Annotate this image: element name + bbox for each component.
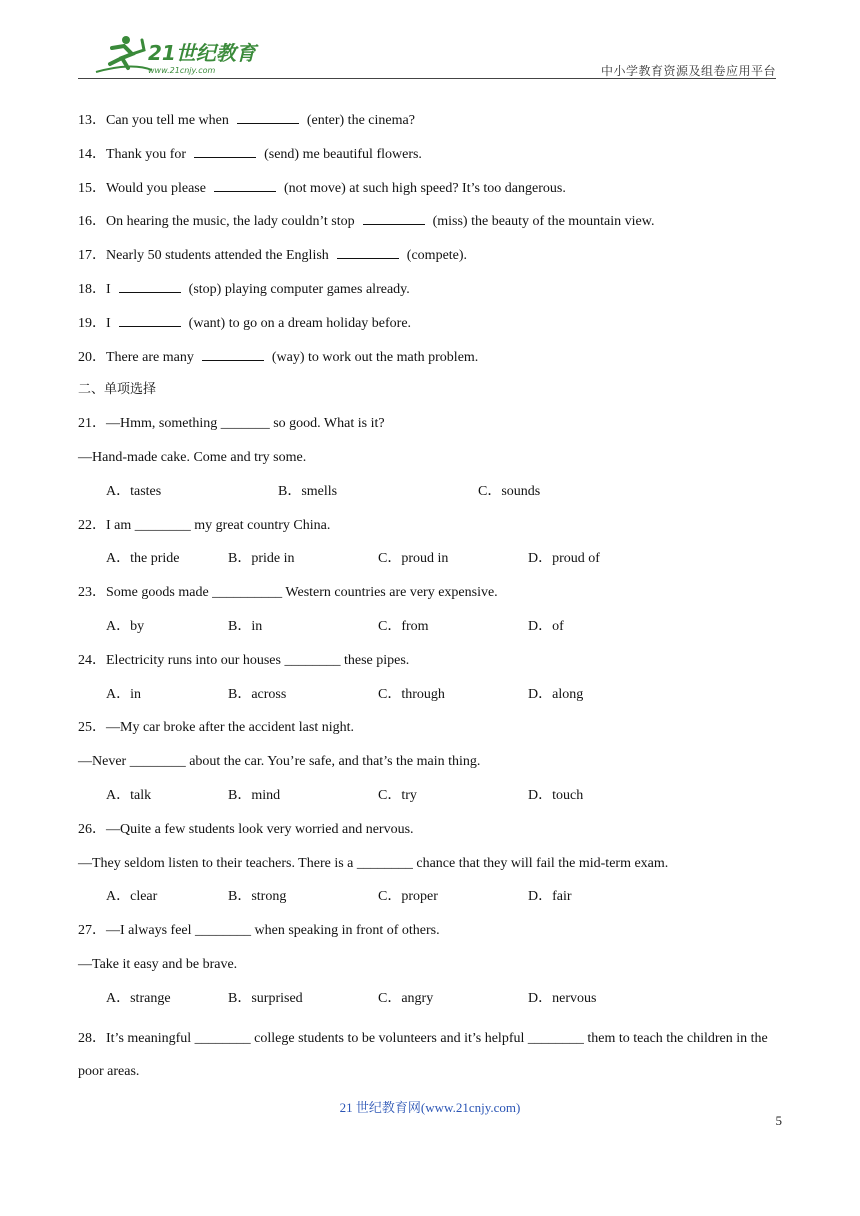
options-23 (78, 616, 786, 650)
section-title: 二、单项选择 (78, 382, 157, 398)
answer-blank[interactable] (119, 278, 181, 293)
header-divider (78, 78, 776, 79)
option-c[interactable]: C．from (378, 618, 429, 634)
answer-blank[interactable] (237, 109, 299, 124)
question-23: 23．Some goods made __________ Western countries are very expensive. (78, 585, 498, 601)
option-d[interactable]: D．proud of (528, 551, 600, 567)
options-24 (78, 684, 786, 718)
question-14: 14．Thank you for (send) me beautiful flowers. (78, 143, 786, 177)
option-d[interactable]: D．of (528, 618, 564, 634)
runner-icon (96, 36, 152, 72)
option-a[interactable]: A．the pride (106, 551, 180, 567)
question-16: 16．On hearing the music, the lady couldn’t stop (miss) the beauty of the mountain view. (78, 210, 786, 244)
option-d[interactable]: D．touch (528, 787, 584, 803)
options-26 (78, 886, 786, 920)
option-b[interactable]: B．smells (278, 483, 338, 499)
site-logo (92, 34, 262, 76)
question-21: 21．—Hmm, something _______ so good. What is it? (78, 416, 385, 432)
question-content (78, 109, 786, 1089)
option-a[interactable]: A．clear (106, 889, 158, 905)
answer-blank[interactable] (194, 143, 256, 158)
question-21-reply: —Hand-made cake. Come and try some. (78, 449, 307, 465)
question-18: 18．I (stop) playing computer games already. (78, 278, 786, 312)
options-21 (78, 481, 786, 515)
option-b[interactable]: B．across (228, 686, 287, 702)
question-24: 24．Electricity runs into our houses ________ these pipes. (78, 652, 410, 668)
question-22: 22．I am ________ my great country China. (78, 517, 331, 533)
answer-blank[interactable] (337, 244, 399, 259)
option-a[interactable]: A．strange (106, 990, 171, 1006)
question-25: 25．—My car broke after the accident last night. (78, 720, 355, 736)
options-27 (78, 988, 786, 1022)
logo-text: 21世纪教育 (148, 41, 256, 65)
option-c[interactable]: C．through (378, 686, 445, 702)
option-c[interactable]: C．sounds (478, 483, 541, 499)
question-28: 28．It’s meaningful ________ college students to be volunteers and it’s helpful ________ them to teach the children in the poor areas. (78, 1030, 768, 1080)
option-c[interactable]: C．angry (378, 990, 434, 1006)
page-number: 5 (775, 1113, 782, 1128)
option-a[interactable]: A．talk (106, 787, 152, 803)
question-19: 19．I (want) to go on a dream holiday before. (78, 312, 786, 346)
answer-blank[interactable] (214, 177, 276, 192)
option-c[interactable]: C．try (378, 787, 417, 803)
question-26: 26．—Quite a few students look very worried and nervous. (78, 821, 414, 837)
option-b[interactable]: B．in (228, 618, 263, 634)
question-20: 20．There are many (way) to work out the math problem. (78, 346, 786, 380)
header-platform-text: 中小学教育资源及组卷应用平台 (600, 64, 776, 78)
option-c[interactable]: C．proud in (378, 551, 449, 567)
question-25-reply: —Never ________ about the car. You’re safe, and that’s the main thing. (78, 754, 481, 770)
question-27-reply: —Take it easy and be brave. (78, 956, 238, 972)
option-c[interactable]: C．proper (378, 889, 438, 905)
options-25 (78, 785, 786, 819)
question-15: 15．Would you please (not move) at such high speed? It’s too dangerous. (78, 177, 786, 211)
footer-site-link[interactable]: 21 世纪教育网(www.21cnjy.com) (339, 1100, 521, 1115)
option-a[interactable]: A．by (106, 618, 145, 634)
option-b[interactable]: B．surprised (228, 990, 303, 1006)
option-b[interactable]: B．strong (228, 889, 287, 905)
question-27: 27．—I always feel ________ when speaking in front of others. (78, 923, 440, 939)
option-b[interactable]: B．mind (228, 787, 281, 803)
question-26-reply: —They seldom listen to their teachers. There is a ________ chance that they will fail the mid-term exam. (78, 855, 669, 871)
option-b[interactable]: B．pride in (228, 551, 295, 567)
option-d[interactable]: D．along (528, 686, 584, 702)
question-17: 17．Nearly 50 students attended the English (compete). (78, 244, 786, 278)
option-a[interactable]: A．tastes (106, 483, 162, 499)
answer-blank[interactable] (363, 210, 425, 225)
option-a[interactable]: A．in (106, 686, 141, 702)
option-d[interactable]: D．fair (528, 889, 572, 905)
option-d[interactable]: D．nervous (528, 990, 597, 1006)
answer-blank[interactable] (119, 312, 181, 327)
options-22 (78, 548, 786, 582)
question-13: 13．Can you tell me when (enter) the cinema? (78, 109, 786, 143)
answer-blank[interactable] (202, 346, 264, 361)
logo-url: www.21cnjy.com (148, 66, 216, 75)
